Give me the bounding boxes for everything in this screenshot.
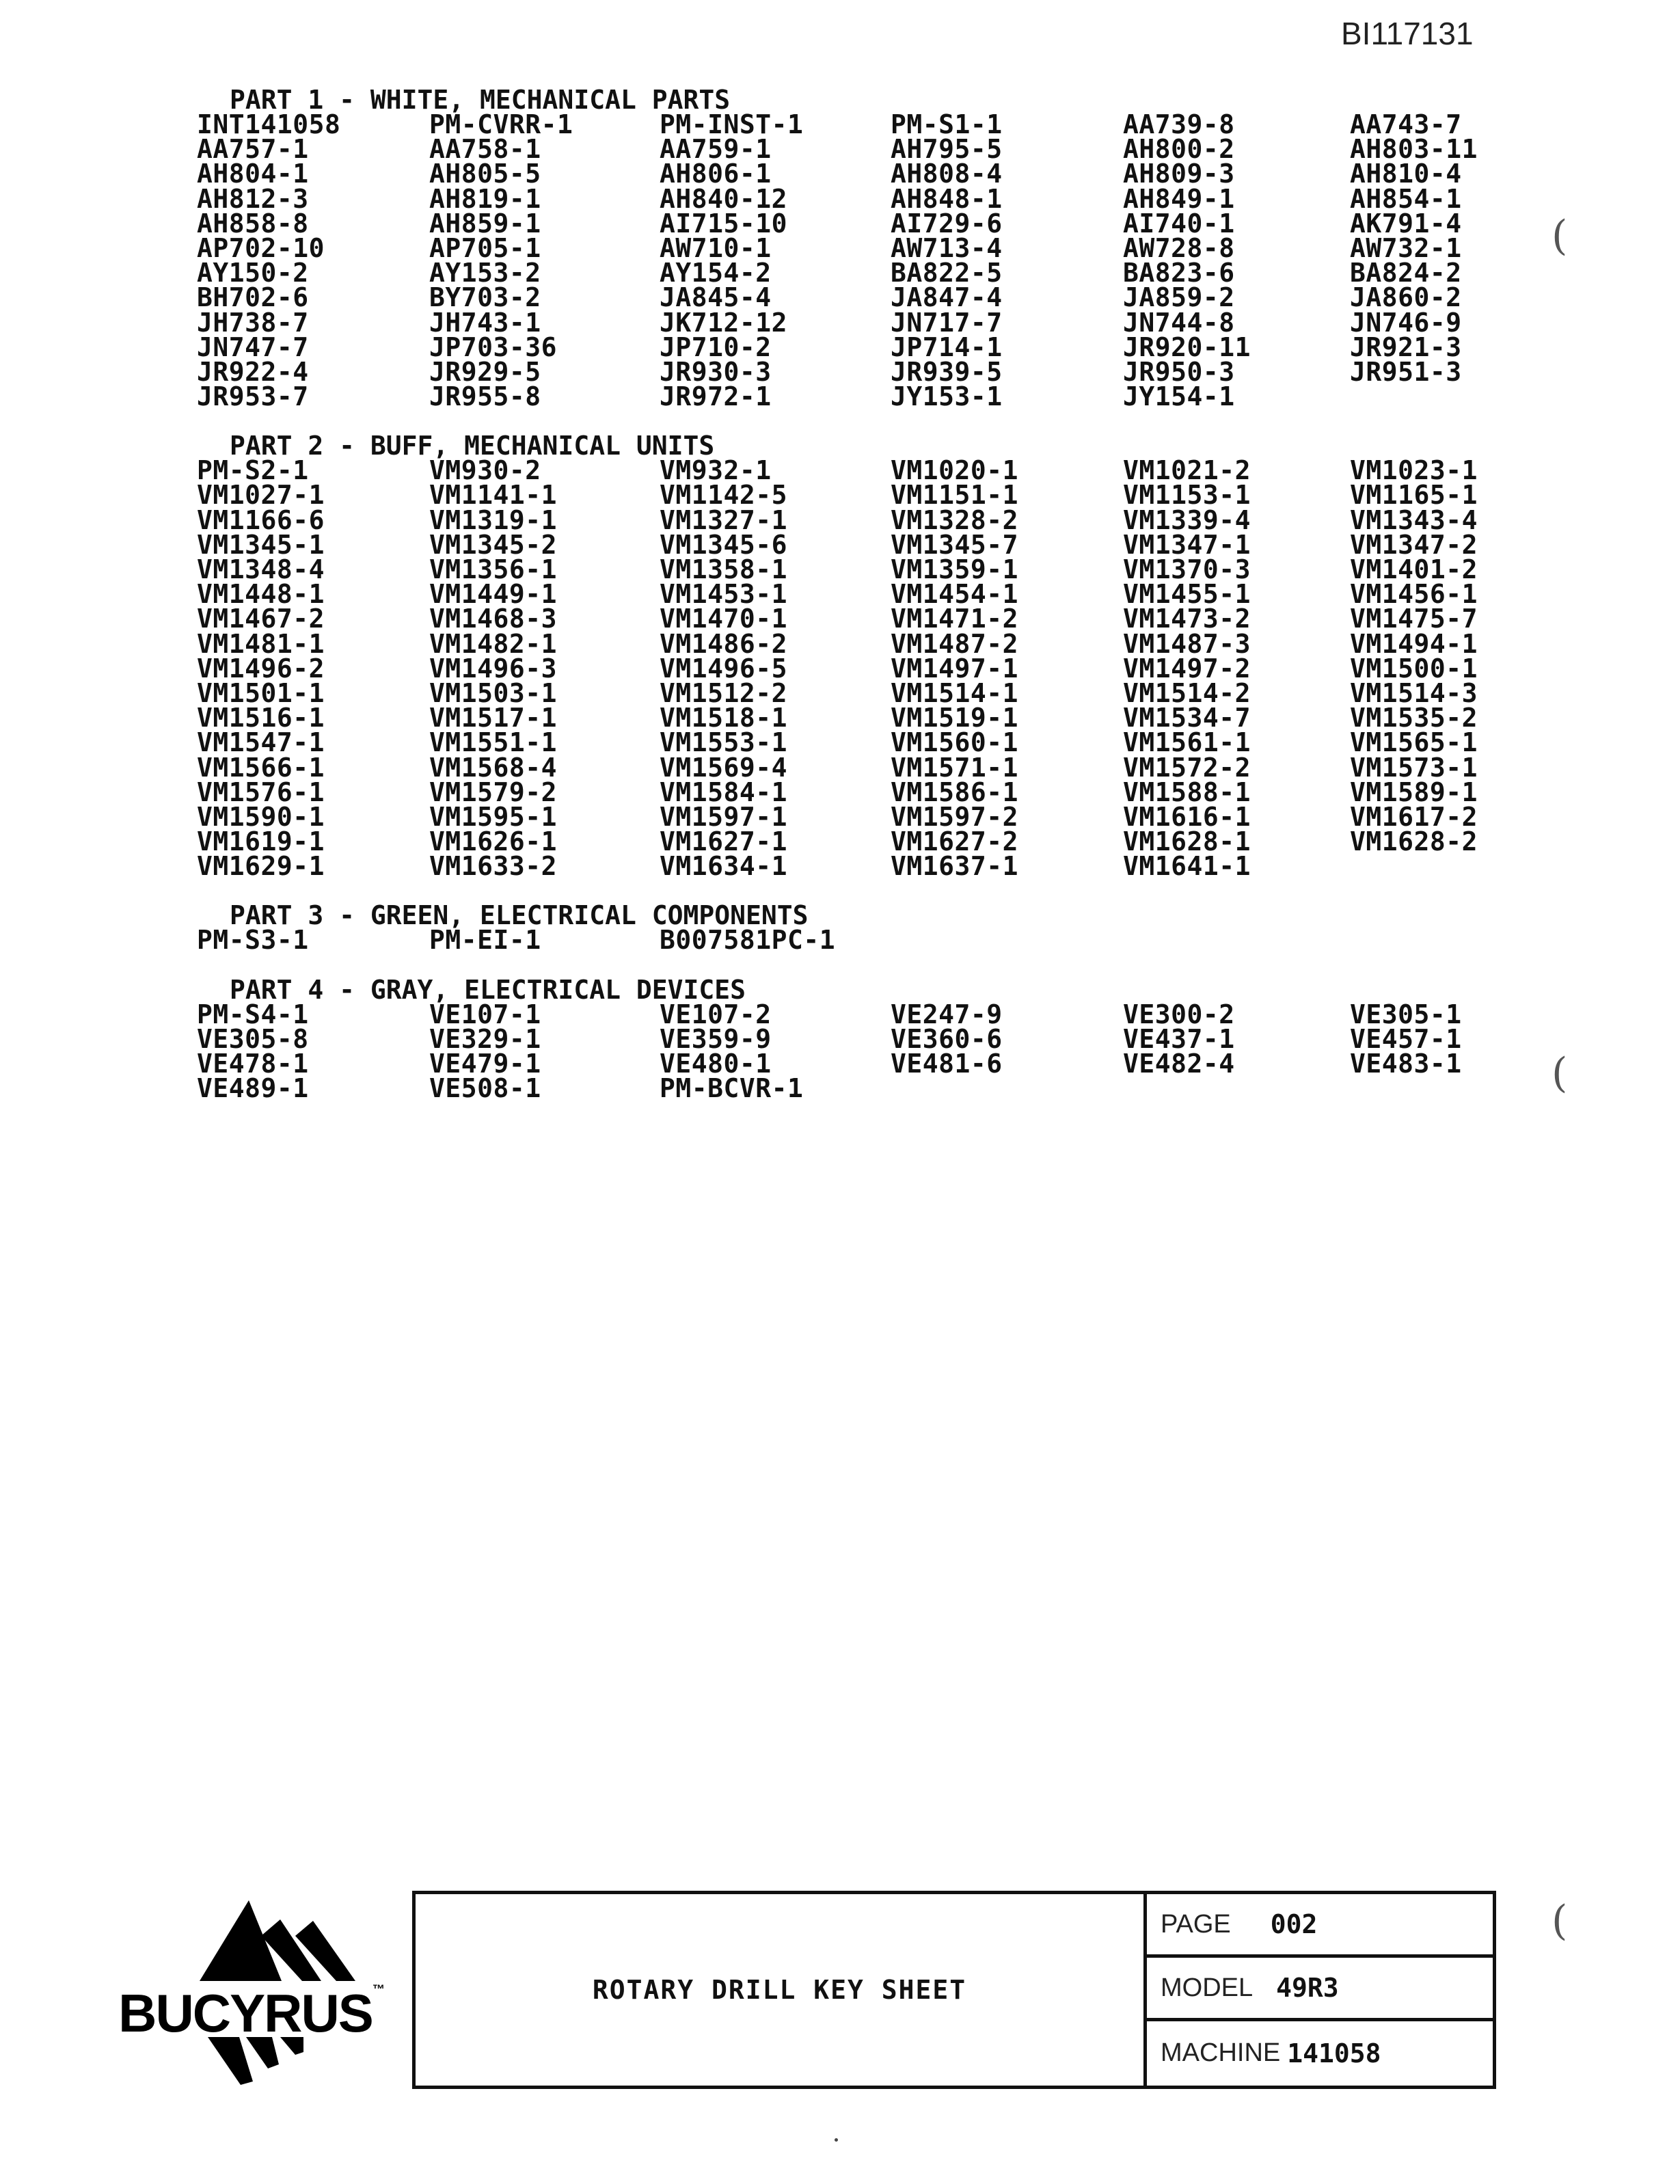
part-number: VM1633-2 xyxy=(429,851,558,882)
part-number: JH743-1 xyxy=(429,307,541,338)
part-number: PM-S1-1 xyxy=(891,109,1003,139)
part-number: VE489-1 xyxy=(197,1073,309,1104)
part-number: VE478-1 xyxy=(197,1049,309,1079)
part-number: VM1634-1 xyxy=(660,851,788,882)
part-number: VM1619-1 xyxy=(197,826,325,857)
part-number: VM1566-1 xyxy=(197,752,325,783)
title-meta xyxy=(1147,1894,1493,2086)
part-number: B007581PC-1 xyxy=(660,925,836,956)
part-number: VM1456-1 xyxy=(1350,579,1478,610)
part-number: VM1453-1 xyxy=(660,579,788,610)
page-value: 002 xyxy=(1270,1909,1318,1939)
sheet-title: ROTARY DRILL KEY SHEET xyxy=(416,1894,1147,2086)
part-number: JR920-11 xyxy=(1123,332,1251,362)
part-number: VM1470-1 xyxy=(660,604,788,634)
part-number: VM1496-2 xyxy=(197,653,325,684)
part-number: AY150-2 xyxy=(197,258,309,288)
part-number: VM1401-2 xyxy=(1350,554,1478,584)
part-number: JA847-4 xyxy=(891,282,1003,313)
part-number: VM1497-2 xyxy=(1123,653,1251,684)
part-number: JY154-1 xyxy=(1123,381,1235,412)
part-number: VE247-9 xyxy=(891,999,1003,1029)
part-number: VM1565-1 xyxy=(1350,727,1478,758)
part-number: VM1496-5 xyxy=(660,653,788,684)
part-number: VM1339-4 xyxy=(1123,504,1251,535)
part-number: AA743-7 xyxy=(1350,109,1462,139)
part-number: VM1572-2 xyxy=(1123,752,1251,783)
part-number: VE305-8 xyxy=(197,1023,309,1054)
part-number: VE437-1 xyxy=(1123,1023,1235,1054)
part-number: PM-S4-1 xyxy=(197,999,309,1029)
part-number: VM1627-2 xyxy=(891,826,1019,857)
part-section xyxy=(197,85,1495,412)
part-number: JY153-1 xyxy=(891,381,1003,412)
page-row xyxy=(1147,1894,1493,1958)
part-number: JN717-7 xyxy=(891,307,1003,338)
punch-hole-mark: ( xyxy=(1552,212,1568,260)
part-number: VM1568-4 xyxy=(429,752,558,783)
part-number: VE107-1 xyxy=(429,999,541,1029)
part-number: VE457-1 xyxy=(1350,1023,1462,1054)
part-number xyxy=(1350,1076,1487,1101)
part-number: VM1516-1 xyxy=(197,703,325,733)
part-number: VM1345-1 xyxy=(197,529,325,560)
part-number: VM1637-1 xyxy=(891,851,1019,882)
part-number: VM932-1 xyxy=(660,455,772,486)
part-number: AI740-1 xyxy=(1123,208,1235,239)
bucyrus-logo-text: BUCYRUS™ xyxy=(118,1982,383,2043)
part-number: VM1023-1 xyxy=(1350,455,1478,486)
part-number: VE479-1 xyxy=(429,1049,541,1079)
part-number xyxy=(1123,1076,1350,1101)
part-number: PM-EI-1 xyxy=(429,925,541,956)
part-number: JR921-3 xyxy=(1350,332,1462,362)
part-number: AK791-4 xyxy=(1350,208,1462,239)
part-number: VM1497-1 xyxy=(891,653,1019,684)
part-number: VM1345-7 xyxy=(891,529,1019,560)
part-number: VM1494-1 xyxy=(1350,628,1478,659)
part-number: PM-S2-1 xyxy=(197,455,309,486)
punch-hole-mark: ( xyxy=(1552,1897,1568,1945)
part-number: AI729-6 xyxy=(891,208,1003,239)
part-number: VM1347-2 xyxy=(1350,529,1478,560)
part-number: JR972-1 xyxy=(660,381,772,412)
part-number: VM1629-1 xyxy=(197,851,325,882)
part-number: VE300-2 xyxy=(1123,999,1235,1029)
part-number xyxy=(891,1076,1123,1101)
part-section xyxy=(197,431,1495,882)
part-number: VM1588-1 xyxy=(1123,777,1251,807)
part-number xyxy=(891,928,1123,952)
part-number: AH840-12 xyxy=(660,183,788,214)
part-number: JA845-4 xyxy=(660,282,772,313)
part-number: VM1579-2 xyxy=(429,777,558,807)
part-number: VE107-2 xyxy=(660,999,772,1029)
part-number: AH810-4 xyxy=(1350,159,1462,189)
part-number: VM1514-1 xyxy=(891,677,1019,708)
part-number: BA824-2 xyxy=(1350,258,1462,288)
part-number: AH800-2 xyxy=(1123,134,1235,165)
part-number-grid xyxy=(197,999,1495,1104)
part-number: VM1448-1 xyxy=(197,579,325,610)
part-number: JR951-3 xyxy=(1350,356,1462,387)
part-header: PART 1 - WHITE, MECHANICAL PARTS xyxy=(230,85,731,115)
part-number: VM1595-1 xyxy=(429,801,558,832)
part-number: AP702-10 xyxy=(197,232,325,263)
part-number: VM1535-2 xyxy=(1350,703,1478,733)
part-number: BY703-2 xyxy=(429,282,541,313)
part-number: JR950-3 xyxy=(1123,356,1235,387)
part-number-grid xyxy=(197,925,1495,956)
part-number: VM1628-2 xyxy=(1350,826,1478,857)
part-number: VM1347-1 xyxy=(1123,529,1251,560)
part-number: JA860-2 xyxy=(1350,282,1462,313)
speck xyxy=(835,2138,838,2142)
part-number: VM1586-1 xyxy=(891,777,1019,807)
part-number: VM1616-1 xyxy=(1123,801,1251,832)
part-number: AH809-3 xyxy=(1123,159,1235,189)
part-number: VM1519-1 xyxy=(891,703,1019,733)
part-number: JK712-12 xyxy=(660,307,788,338)
part-number: VM1560-1 xyxy=(891,727,1019,758)
part-number: VM1027-1 xyxy=(197,480,325,511)
part-number: BA822-5 xyxy=(891,258,1003,288)
part-number: AW732-1 xyxy=(1350,232,1462,263)
part-number: VM1487-3 xyxy=(1123,628,1251,659)
part-number: BA823-6 xyxy=(1123,258,1235,288)
part-number: VM1590-1 xyxy=(197,801,325,832)
part-number: VM930-2 xyxy=(429,455,541,486)
part-number: VM1454-1 xyxy=(891,579,1019,610)
part-number: AH803-11 xyxy=(1350,134,1478,165)
part-number: JR955-8 xyxy=(429,381,541,412)
model-value: 49R3 xyxy=(1276,1973,1339,2003)
part-number: PM-BCVR-1 xyxy=(660,1073,804,1104)
part-number: VM1584-1 xyxy=(660,777,788,807)
part-number: VE360-6 xyxy=(891,1023,1003,1054)
part-number: AH806-1 xyxy=(660,159,772,189)
part-number: VM1153-1 xyxy=(1123,480,1251,511)
part-number: VE480-1 xyxy=(660,1049,772,1079)
part-number: VM1517-1 xyxy=(429,703,558,733)
part-number: VM1487-2 xyxy=(891,628,1019,659)
part-number: AY153-2 xyxy=(429,258,541,288)
part-number: AH849-1 xyxy=(1123,183,1235,214)
part-number: AY154-2 xyxy=(660,258,772,288)
part-number: VM1343-4 xyxy=(1350,504,1478,535)
part-number: JP710-2 xyxy=(660,332,772,362)
part-number: VM1468-3 xyxy=(429,604,558,634)
part-number: AH859-1 xyxy=(429,208,541,239)
model-label: MODEL xyxy=(1161,1973,1254,2002)
part-number: VE329-1 xyxy=(429,1023,541,1054)
page-label: PAGE xyxy=(1161,1909,1231,1939)
part-number: VM1561-1 xyxy=(1123,727,1251,758)
part-number: VM1534-7 xyxy=(1123,703,1251,733)
part-number: AH812-3 xyxy=(197,183,309,214)
part-number xyxy=(1123,928,1350,952)
part-number: VM1553-1 xyxy=(660,727,788,758)
part-number: AH805-5 xyxy=(429,159,541,189)
part-number: VM1573-1 xyxy=(1350,752,1478,783)
part-number: JH738-7 xyxy=(197,307,309,338)
part-number: VM1473-2 xyxy=(1123,604,1251,634)
part-header: PART 3 - GREEN, ELECTRICAL COMPONENTS xyxy=(230,900,809,931)
part-number: VE305-1 xyxy=(1350,999,1462,1029)
part-number: VM1370-3 xyxy=(1123,554,1251,584)
part-number: VM1455-1 xyxy=(1123,579,1251,610)
part-number: JR953-7 xyxy=(197,381,309,412)
part-section xyxy=(197,900,1495,956)
title-block xyxy=(412,1891,1496,2089)
part-number: VM1449-1 xyxy=(429,579,558,610)
part-section xyxy=(197,974,1495,1104)
part-number: AH854-1 xyxy=(1350,183,1462,214)
part-number: JR922-4 xyxy=(197,356,309,387)
part-number: VM1345-2 xyxy=(429,529,558,560)
part-number: AA759-1 xyxy=(660,134,772,165)
part-number: VM1328-2 xyxy=(891,504,1019,535)
part-number: VM1319-1 xyxy=(429,504,558,535)
part-number: VM1327-1 xyxy=(660,504,788,535)
part-number: AA757-1 xyxy=(197,134,309,165)
part-number: VM1514-3 xyxy=(1350,677,1478,708)
part-number: VM1165-1 xyxy=(1350,480,1478,511)
part-number: VM1547-1 xyxy=(197,727,325,758)
part-number: VM1597-1 xyxy=(660,801,788,832)
part-number: VM1597-2 xyxy=(891,801,1019,832)
part-number: VM1626-1 xyxy=(429,826,558,857)
machine-row xyxy=(1147,2021,1493,2085)
part-number: VM1518-1 xyxy=(660,703,788,733)
part-number: JP714-1 xyxy=(891,332,1003,362)
part-number: VM1617-2 xyxy=(1350,801,1478,832)
part-number: AW728-8 xyxy=(1123,232,1235,263)
part-number: VM1628-1 xyxy=(1123,826,1251,857)
part-number: VM1500-1 xyxy=(1350,653,1478,684)
part-number: VM1166-6 xyxy=(197,504,325,535)
part-number: VM1021-2 xyxy=(1123,455,1251,486)
part-number: VE359-9 xyxy=(660,1023,772,1054)
part-number: JP703-36 xyxy=(429,332,558,362)
part-number: PM-INST-1 xyxy=(660,109,804,139)
document-id: BI117131 xyxy=(1341,16,1474,51)
part-number: VM1496-3 xyxy=(429,653,558,684)
part-number: VM1503-1 xyxy=(429,677,558,708)
bucyrus-logo xyxy=(104,1900,398,2085)
part-number: AH819-1 xyxy=(429,183,541,214)
part-number: VM1142-5 xyxy=(660,480,788,511)
part-number: AA758-1 xyxy=(429,134,541,165)
part-number: VM1627-1 xyxy=(660,826,788,857)
part-number: AH858-8 xyxy=(197,208,309,239)
part-number: JR930-3 xyxy=(660,356,772,387)
part-number: VM1358-1 xyxy=(660,554,788,584)
part-number: AH848-1 xyxy=(891,183,1003,214)
part-number: JN744-8 xyxy=(1123,307,1235,338)
part-number: JN746-9 xyxy=(1350,307,1462,338)
part-number: VM1576-1 xyxy=(197,777,325,807)
part-number: AP705-1 xyxy=(429,232,541,263)
part-number: VM1151-1 xyxy=(891,480,1019,511)
part-number: VM1514-2 xyxy=(1123,677,1251,708)
part-number: VE483-1 xyxy=(1350,1049,1462,1079)
part-number: PM-S3-1 xyxy=(197,925,309,956)
part-number: VM1467-2 xyxy=(197,604,325,634)
part-number xyxy=(1350,928,1487,952)
part-number: VM1345-6 xyxy=(660,529,788,560)
part-number: VM1359-1 xyxy=(891,554,1019,584)
part-number: AH808-4 xyxy=(891,159,1003,189)
part-header: PART 2 - BUFF, MECHANICAL UNITS xyxy=(230,431,715,461)
part-number: VE481-6 xyxy=(891,1049,1003,1079)
part-number: VM1475-7 xyxy=(1350,604,1478,634)
part-number: AH804-1 xyxy=(197,159,309,189)
part-number: JN747-7 xyxy=(197,332,309,362)
part-number: PM-CVRR-1 xyxy=(429,109,573,139)
part-number: VM1571-1 xyxy=(891,752,1019,783)
part-number: VE508-1 xyxy=(429,1073,541,1104)
part-number: BH702-6 xyxy=(197,282,309,313)
part-number: VM1482-1 xyxy=(429,628,558,659)
part-number: VM1551-1 xyxy=(429,727,558,758)
part-number: VM1020-1 xyxy=(891,455,1019,486)
part-number xyxy=(1350,384,1487,409)
part-number: AW710-1 xyxy=(660,232,772,263)
part-number-grid xyxy=(197,455,1495,882)
part-number: VM1141-1 xyxy=(429,480,558,511)
part-number: JA859-2 xyxy=(1123,282,1235,313)
punch-hole-mark: ( xyxy=(1552,1049,1568,1097)
part-number: AW713-4 xyxy=(891,232,1003,263)
part-number: JR939-5 xyxy=(891,356,1003,387)
machine-value: 141058 xyxy=(1287,2038,1381,2068)
part-header: PART 4 - GRAY, ELECTRICAL DEVICES xyxy=(230,974,746,1005)
part-number: VM1348-4 xyxy=(197,554,325,584)
part-number: VE482-4 xyxy=(1123,1049,1235,1079)
part-number: VM1641-1 xyxy=(1123,851,1251,882)
part-number-grid xyxy=(197,109,1495,412)
part-number: VM1356-1 xyxy=(429,554,558,584)
machine-label: MACHINE xyxy=(1161,2038,1281,2067)
part-number: VM1569-4 xyxy=(660,752,788,783)
part-number xyxy=(1350,854,1487,878)
part-number: VM1512-2 xyxy=(660,677,788,708)
part-number: VM1486-2 xyxy=(660,628,788,659)
part-number: VM1501-1 xyxy=(197,677,325,708)
model-row xyxy=(1147,1958,1493,2021)
part-number: VM1481-1 xyxy=(197,628,325,659)
parts-list xyxy=(197,87,1495,1125)
part-number: VM1471-2 xyxy=(891,604,1019,634)
part-number: AI715-10 xyxy=(660,208,788,239)
part-number: VM1589-1 xyxy=(1350,777,1478,807)
part-number: INT141058 xyxy=(197,109,341,139)
part-number: AH795-5 xyxy=(891,134,1003,165)
part-number: AA739-8 xyxy=(1123,109,1235,139)
part-number: JR929-5 xyxy=(429,356,541,387)
